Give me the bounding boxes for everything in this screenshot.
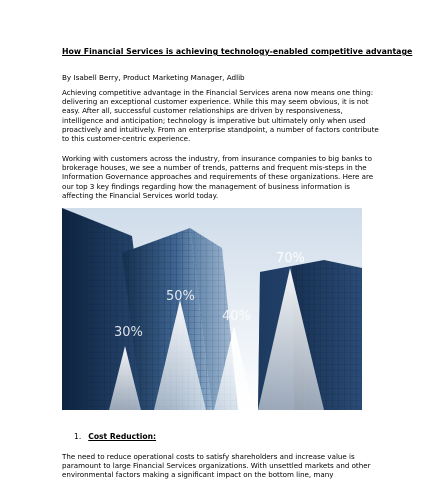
paragraph-cost-reduction: The need to reduce operational costs to satisfy shareholders and increase value is paramount to large Financial Services organizations. With unsettled markets and other environmental factors making a significant impact on the bottom line, many — [62, 452, 371, 480]
paragraph-intro: Achieving competitive advantage in the Financial Services arena now means one thing: delivering an exceptional customer experience. While this may seem obvious, it is not easy. After all, successful customer relationships are driven by responsiveness, intelligence and anticipation; technology is imperative but ultimately only when used proactively and intuitively. From an enterprise standpoint, a number of factors contribute to this customer-centric experience. — [62, 88, 379, 144]
document-title: How Financial Services is achieving technology-enabled competitive advantage — [62, 47, 413, 56]
section-number: 1. — [74, 432, 82, 441]
paragraph-findings: Working with customers across the industry, from insurance companies to big banks to brokerage houses, we see a number of trends, patterns and frequent mis-steps in the Information Governance approaches and requirements of these organizations. Here are our top 3 key findings regarding how the management of business information is affecting the Financial Services world today. — [62, 154, 374, 200]
overlay-label-50: 50% — [166, 289, 195, 304]
section-heading-cost-reduction — [74, 432, 156, 442]
overlay-label-40: 40% — [222, 309, 251, 324]
overlay-label-30: 30% — [114, 325, 143, 340]
section-title: Cost Reduction: — [88, 432, 157, 441]
author-byline: By Isabell Berry, Product Marketing Manager, Adlib — [62, 73, 245, 82]
overlay-label-70: 70% — [276, 251, 305, 266]
skyscrapers-image — [62, 208, 362, 410]
